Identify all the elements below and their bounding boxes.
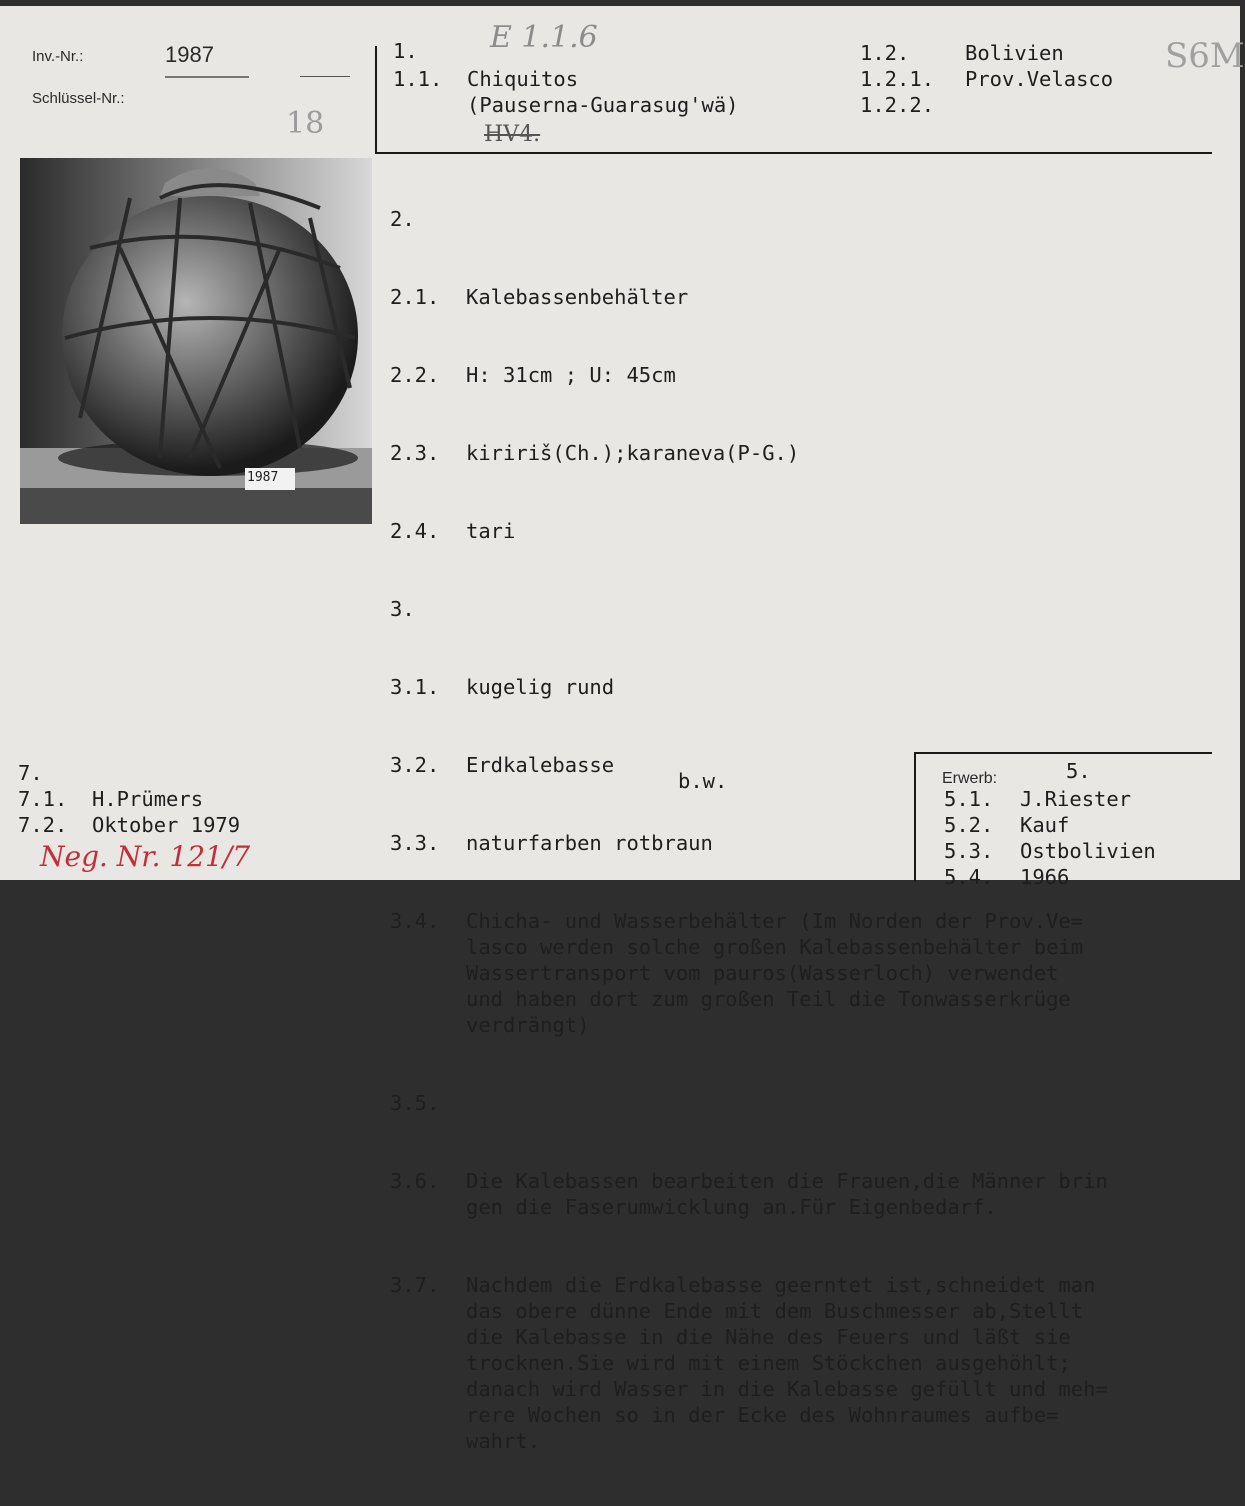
inv-dots — [165, 76, 249, 78]
s52-num: 5.2. — [944, 813, 994, 837]
s23-num: 2.3. — [390, 441, 440, 465]
s24-num: 2.4. — [390, 519, 440, 543]
object-photo — [20, 158, 372, 524]
s36-text: Die Kalebassen bearbeiten die Frauen,die Männer brin gen die Faserumwicklung an.Für Eigenbedarf. — [466, 1169, 1108, 1219]
inv-label: Inv.-Nr.: — [32, 48, 84, 65]
s54-num: 5.4. — [944, 865, 994, 889]
s122-num: 1.2.2. — [860, 93, 935, 117]
erwerb-label: Erwerb: — [942, 770, 998, 787]
s32-text: Erdkalebasse — [466, 753, 615, 777]
s7-num: 7. — [18, 761, 43, 785]
s54-text: 1966 — [1020, 865, 1070, 889]
s21-num: 2.1. — [390, 285, 440, 309]
s71-text: H.Prümers — [92, 787, 204, 811]
s11-text: Chiquitos — [467, 67, 579, 91]
s33-text: naturfarben rotbraun — [466, 831, 713, 855]
s2-num: 2. — [390, 207, 415, 231]
s11-num: 1.1. — [393, 67, 443, 91]
s53-num: 5.3. — [944, 839, 994, 863]
neg-number: Neg. Nr. 121/7 — [40, 840, 251, 873]
s121-num: 1.2.1. — [860, 67, 935, 91]
s1-num: 1. — [393, 39, 418, 63]
pencil-code: E 1.1.6 — [490, 20, 598, 55]
s36-num: 3.6. — [390, 1169, 440, 1193]
s37-text: Nachdem die Erdkalebasse geerntet ist,schneidet man das obere dünne Ende mit dem Buschmesser ab,Stellt die Kalebasse in die Nähe des Feuers und läßt sie trocknen.Sie wird mit einem Stöckchen ausgehöhlt; danach wird Wasser in die Kalebasse gefüllt und meh= rere Wochen so in der Ecke des Wohnraumes aufbe= wahrt. — [466, 1273, 1108, 1453]
s5-num: 5. — [1066, 759, 1091, 783]
s3-num: 3. — [390, 597, 415, 621]
s5-left-rule — [914, 752, 916, 882]
s22-num: 2.2. — [390, 363, 440, 387]
s121-text: Prov.Velasco — [965, 67, 1114, 91]
s51-num: 5.1. — [944, 787, 994, 811]
s22-text: H: 31cm ; U: 45cm — [466, 363, 676, 387]
s52-text: Kauf — [1020, 813, 1070, 837]
s71-num: 7.1. — [18, 787, 68, 811]
s34-num: 3.4. — [390, 909, 440, 933]
bw-note: b.w. — [678, 769, 728, 793]
photo-label: 1987 — [247, 470, 279, 485]
header-divider — [375, 46, 377, 154]
s5-top-rule — [914, 752, 1212, 754]
s51-text: J.Riester — [1020, 787, 1132, 811]
s72-text: Oktober 1979 — [92, 813, 241, 837]
s12-text: Bolivien — [965, 41, 1064, 65]
s23-text: kiririš(Ch.);karaneva(P-G.) — [466, 441, 800, 465]
s37-num: 3.7. — [390, 1273, 440, 1297]
s35-num: 3.5. — [390, 1091, 440, 1115]
catalog-card — [0, 6, 1245, 1453]
s34-text: Chicha- und Wasserbehälter (Im Norden der Prov.Ve= lasco werden solche großen Kalebassenbehälter beim Wassertransport vom pauros(Wasserloch) verwendet und haben dort zum großen Teil die Tonwasserkrüge verdrängt) — [466, 909, 1084, 1037]
s31-text: kugelig rund — [466, 675, 615, 699]
description-block — [390, 154, 1108, 1506]
section-2 — [390, 154, 1108, 1506]
pencil-strike: HV4. — [484, 122, 541, 147]
s11-text2: (Pauserna-Guarasug'wä) — [467, 93, 739, 117]
pencil-sgm: S6M — [1165, 36, 1245, 76]
inv-dots-2 — [300, 76, 350, 77]
s24-text: tari — [466, 519, 516, 543]
s12-num: 1.2. — [860, 41, 910, 65]
s31-num: 3.1. — [390, 675, 440, 699]
s72-num: 7.2. — [18, 813, 68, 837]
s32-num: 3.2. — [390, 753, 440, 777]
gourd-photo-image — [20, 158, 372, 524]
schluessel-label: Schlüssel-Nr.: — [32, 90, 125, 107]
s53-text: Ostbolivien — [1020, 839, 1156, 863]
inv-value: 1987 — [165, 42, 214, 67]
s21-text: Kalebassenbehälter — [466, 285, 689, 309]
s33-num: 3.3. — [390, 831, 440, 855]
pencil-18: 18 — [286, 106, 325, 141]
